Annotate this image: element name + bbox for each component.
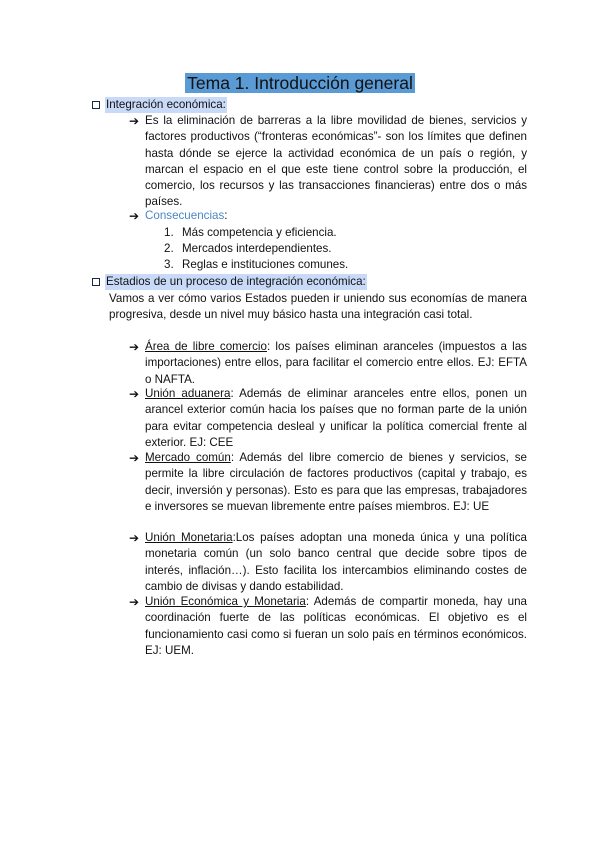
definition-text: Es la eliminación de barreras a la libre movilidad de bienes, servicios y factores productivos (“fronteras económicas”- son los límites que definen hasta dónde se ejerce la actividad económica de un país o región, y marcan el espacio en el que este tiene control sobre la producción, el comercio, los recursos y las transacciones financieras) entre dos o más países. <box>145 114 527 209</box>
checkbox-square-icon <box>92 278 100 286</box>
intro-paragraph: Vamos a ver cómo varios Estados pueden ir uniendo sus economías de manera progresiva, desde un nivel muy básico hasta una integración casi total. <box>109 292 527 322</box>
stage-item <box>129 450 527 515</box>
consequences-label: Consecuencias <box>145 209 225 222</box>
checkbox-square-icon <box>92 101 100 109</box>
list-text: Más competencia y eficiencia. <box>182 226 337 239</box>
stage-term: Unión Monetaria <box>145 531 233 544</box>
stage-term: Unión aduanera <box>145 387 231 400</box>
section-label: Estadios de un proceso de integración económica: <box>106 275 366 288</box>
consequences-item <box>129 208 527 224</box>
section-integracion <box>92 97 227 113</box>
list-text: Mercados interdependientes. <box>182 242 332 255</box>
stage-term: Mercado común <box>145 451 231 464</box>
section-label: Integración económica: <box>106 98 226 111</box>
list-text: Reglas e instituciones comunes. <box>182 258 349 271</box>
stage-text: :Los países adoptan una moneda única y una política monetaria común (un solo banco central que decide sobre tipos de interés, inflación…). Esto facilita los intercambios eliminando costes de cambio de divisas y dando estabilidad. <box>145 531 527 593</box>
stage-text: : Además de compartir moneda, hay una coordinación fuerte de las políticas económicas. El objetivo es el funcionamiento casi como si fueran un solo país en términos económicos. EJ: UEM. <box>145 595 527 657</box>
list-number: 3. <box>164 258 174 271</box>
arrow-right-icon: ➔ <box>129 531 140 545</box>
stage-item <box>129 530 527 595</box>
arrow-right-icon: ➔ <box>129 114 140 128</box>
consequences-colon: : <box>224 209 228 222</box>
definition-item <box>129 113 527 211</box>
stage-term: Área de libre comercio <box>145 340 267 353</box>
arrow-right-icon: ➔ <box>129 451 140 465</box>
list-item <box>164 225 337 241</box>
stage-item <box>129 339 527 388</box>
stage-item <box>129 386 528 451</box>
list-number: 2. <box>164 242 174 255</box>
list-number: 1. <box>164 226 174 239</box>
page-title-text: Tema 1. Introducción general <box>187 73 413 93</box>
stage-term: Unión Económica y Monetaria <box>145 595 306 608</box>
arrow-right-icon: ➔ <box>129 340 140 354</box>
stage-text: : Además del libre comercio de bienes y servicios, se permite la libre circulación de factores productivos (capital y trabajo, es decir, inversión y personas). Esto es para que las empresas, trabajadores e inversores se muevan libremente entre países miembros. EJ: UE <box>145 451 527 513</box>
arrow-right-icon: ➔ <box>129 387 140 401</box>
arrow-right-icon: ➔ <box>129 595 140 609</box>
page-title <box>0 72 600 94</box>
arrow-right-icon: ➔ <box>129 209 140 223</box>
section-estadios <box>92 274 367 290</box>
stage-item <box>129 594 527 659</box>
stage-text: : Además de eliminar aranceles entre ellos, ponen un arancel exterior común hacia los países que no forman parte de la unión para evitar competencia desleal y unificar la política comercial frente al exterior. EJ: CEE <box>145 387 528 449</box>
stage-text: : los países eliminan aranceles (impuestos a las importaciones) entre ellos, para facilitar el comercio entre ellos. EJ: EFTA o NAFTA. <box>145 340 527 386</box>
list-item <box>164 241 332 257</box>
list-item <box>164 257 348 273</box>
